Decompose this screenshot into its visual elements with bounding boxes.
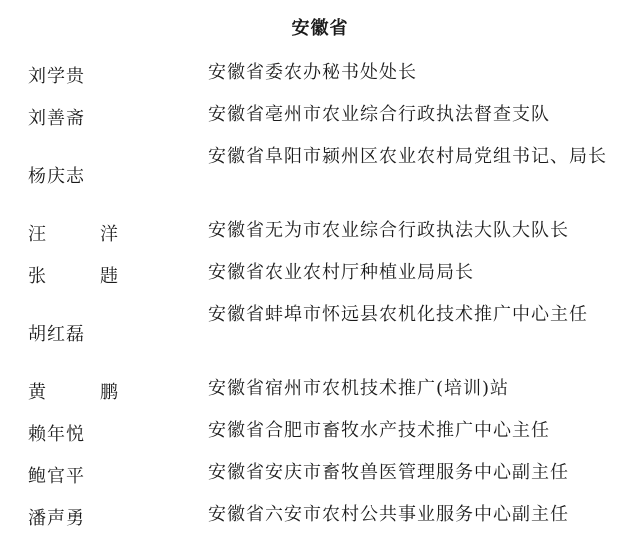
person-position: 安徽省无为市农业综合行政执法大队大队长: [208, 220, 569, 241]
person-position: 安徽省安庆市畜牧兽医管理服务中心副主任: [208, 462, 569, 483]
person-name: 刘学贵: [28, 66, 85, 87]
page-title: 安徽省: [291, 18, 349, 39]
person-position: 安徽省宿州市农机技术推广(培训)站: [208, 378, 510, 399]
person-name: 杨庆志: [28, 166, 85, 187]
person-position: 安徽省阜阳市颍州区农业农村局党组书记、局长: [208, 146, 607, 167]
person-name: 黄 鹏: [28, 382, 136, 403]
person-name: 刘善斋: [28, 108, 85, 129]
person-name: 鲍官平: [28, 466, 85, 487]
person-name: 潘声勇: [28, 508, 85, 529]
person-name: 张 韪: [28, 266, 136, 287]
person-position: 安徽省蚌埠市怀远县农机化技术推广中心主任: [208, 304, 588, 325]
person-name: 赖年悦: [28, 424, 85, 445]
person-position: 安徽省委农办秘书处处长: [208, 62, 417, 83]
person-position: 安徽省农业农村厅种植业局局长: [208, 262, 474, 283]
person-position: 安徽省亳州市农业综合行政执法督查支队: [208, 104, 550, 125]
person-position: 安徽省合肥市畜牧水产技术推广中心主任: [208, 420, 550, 441]
person-name: 胡红磊: [28, 324, 85, 345]
person-name: 汪 洋: [28, 224, 136, 245]
person-position: 安徽省六安市农村公共事业服务中心副主任: [208, 504, 569, 525]
